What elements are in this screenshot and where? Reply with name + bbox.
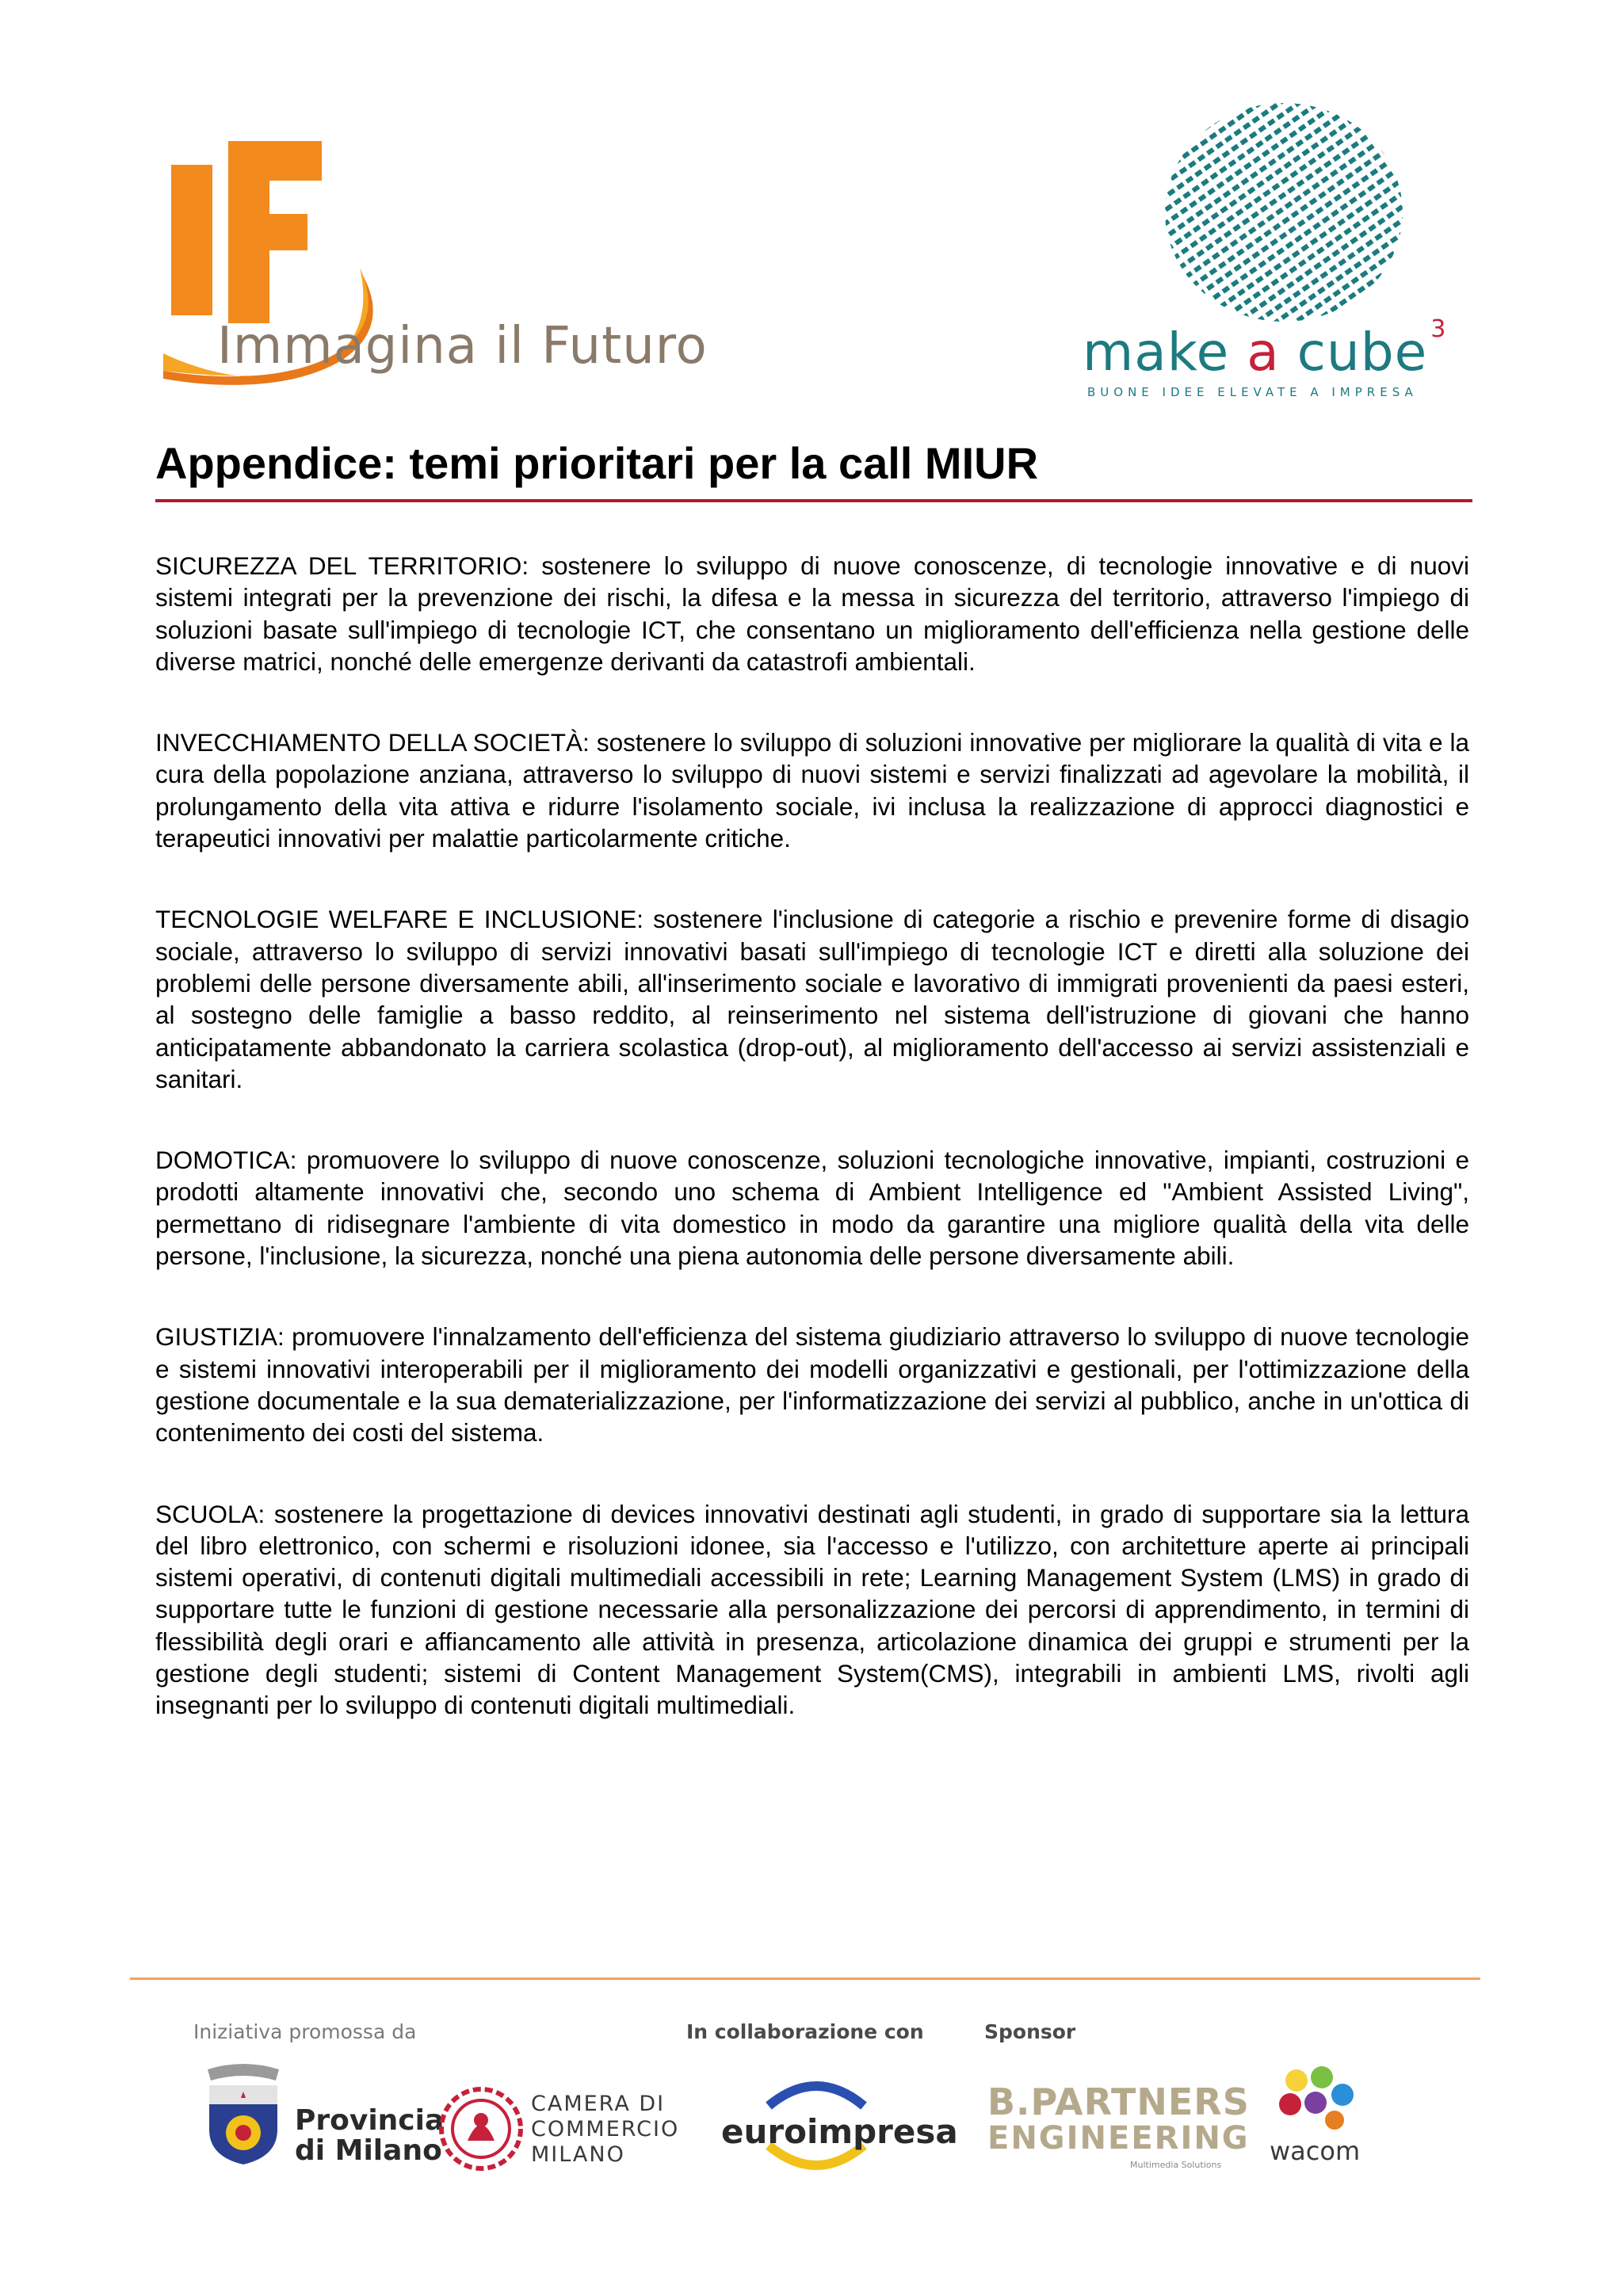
camera-line1: CAMERA DI <box>531 2092 666 2116</box>
label-collaboration: In collaborazione con <box>686 2020 924 2043</box>
make-a-cube-wordmark <box>1083 315 1447 383</box>
camera-emblem-icon <box>437 2085 525 2172</box>
provincia-milano-crest <box>200 2063 287 2166</box>
wacom-logo <box>1266 2063 1369 2174</box>
paragraph-invecchiamento: INVECCHIAMENTO DELLA SOCIETÀ: sostenere lo sviluppo di soluzioni innovative per migliorare la qualità di vita e la cura della popolazione anziana, attraverso lo sviluppo di nuovi sistemi e servizi finalizzati ad agevolare la mobilità, il prolungamento della vita attiva e ridurre l'isolamento sociale, ivi inclusa la realizzazione di approcci diagnostici e terapeutici innovativi per malattie particolarmente critiche. <box>155 728 1469 853</box>
camera-line3: MILANO <box>531 2142 625 2167</box>
paragraph-sicurezza: SICUREZZA DEL TERRITORIO: sostenere lo sviluppo di nuove conoscenze, di tecnologie innovative e di nuovi sistemi integrati per la prevenzione dei rischi, la difesa e la messa in sicurezza del territorio, attraverso l'impiego di soluzioni basate sull'impiego di tecnologie ICT, che consentano un miglioramento dell'efficienza nella gestione delle diverse matrici, nonché delle emergenze derivanti da catastrofi ambientali. <box>155 551 1469 676</box>
camera-commercio-text <box>531 2092 679 2168</box>
bpartners-line1: B.PARTNERS <box>987 2081 1250 2123</box>
paragraph-giustizia: GIUSTIZIA: promuovere l'innalzamento dell'efficienza del sistema giudiziario attraverso lo sviluppo di nuove tecnologie e sistemi innovativi interoperabili per il miglioramento dei modelli organizzativi e gestionali, per l'ottimizzazione della gestione documentale e la sua dematerializzazione, per l'informatizzazione dei servizi al pubblico, anche in un'ottica di contenimento dei costi del sistema. <box>155 1322 1469 1447</box>
label-sponsor: Sponsor <box>984 2020 1076 2043</box>
title-divider <box>155 499 1472 502</box>
mac-text-post: cube <box>1279 322 1428 383</box>
if-logo-text: Immagina il Futuro <box>217 317 708 376</box>
wacom-dots-icon <box>1266 2063 1369 2134</box>
euroimpresa-text: euroimpresa <box>721 2112 958 2151</box>
mac-text-sup: 3 <box>1430 315 1447 343</box>
cube-dots-graphic <box>1070 95 1466 325</box>
make-a-cube-logo <box>1070 95 1466 404</box>
camera-commercio-logo <box>437 2085 525 2172</box>
mac-text-a: a <box>1247 322 1280 383</box>
make-a-cube-tagline: BUONE IDEE ELEVATE A IMPRESA <box>1087 385 1418 399</box>
label-promoted-by: Iniziativa promossa da <box>193 2020 417 2043</box>
provincia-line2: di Milano <box>295 2134 442 2167</box>
paragraph-scuola: SCUOLA: sostenere la progettazione di devices innovativi destinati agli studenti, in grado di supportare sia la lettura del libro elettronico, con schermi e risoluzioni idonee, sia l'accesso e l'utilizzo, con architetture aperte ai principali sistemi operativi, di contenuti digitali multimediali accessibili in rete; Learning Management System (LMS) in grado di supportare tutte le funzioni di gestione necessarie alla personalizzazione dei percorsi di apprendimento, in termini di flessibilità degli orari e affiancamento alle attività in presenza, articolazione dinamica dei gruppi e strumenti per la gestione degli studenti; sistemi di Content Management System(CMS), integrabili in ambienti LMS, rivolti agli insegnanti per lo sviluppo di contenuti digitali multimediali. <box>155 1499 1469 1720</box>
bpartners-small: Multimedia Solutions <box>1130 2160 1222 2170</box>
paragraph-welfare: TECNOLOGIE WELFARE E INCLUSIONE: sostenere l'inclusione di categorie a rischio e prevenire forme di disagio sociale, attraverso lo sviluppo di servizi innovativi basati sull'impiego di tecnologie ICT e diretti alla soluzione dei problemi delle persone diversamente abili, all'inserimento sociale e lavorativo di immigrati provenienti da paesi esteri, al sostegno delle famiglie a basso reddito, al reinserimento nel sistema dell'istruzione di giovani che hanno anticipatamente abbandonato la carriera scolastica (drop-out), al miglioramento dell'accesso ai servizi assistenziali e sanitari. <box>155 905 1469 1093</box>
immagina-il-futuro-logo <box>155 141 710 402</box>
euroimpresa-logo <box>721 2074 958 2177</box>
paragraph-domotica: DOMOTICA: promuovere lo sviluppo di nuove conoscenze, soluzioni tecnologiche innovative, impianti, costruzioni e prodotti altamente innovativi che, secondo uno schema di Ambient Intelligence ed "Ambient Assisted Living", permettano di ridisegnare l'ambiente di vita domestico in modo da garantire una migliore qualità della vita delle persone, l'inclusione, la sicurezza, nonché una piena autonomia delle persone diversamente abili. <box>155 1146 1469 1271</box>
provincia-milano-text <box>295 2106 444 2166</box>
page-title: Appendice: temi prioritari per la call MIUR <box>155 438 1039 488</box>
mac-text-pre: make <box>1083 322 1247 383</box>
provincia-line1: Provincia <box>295 2104 445 2137</box>
wacom-text: wacom <box>1270 2136 1361 2166</box>
footer-divider <box>130 1978 1480 1980</box>
bpartners-line2: ENGINEERING <box>987 2120 1250 2157</box>
crest-icon <box>200 2063 287 2166</box>
document-body <box>155 550 1469 1771</box>
camera-line2: COMMERCIO <box>531 2117 680 2142</box>
bpartners-logo <box>987 2081 1250 2176</box>
